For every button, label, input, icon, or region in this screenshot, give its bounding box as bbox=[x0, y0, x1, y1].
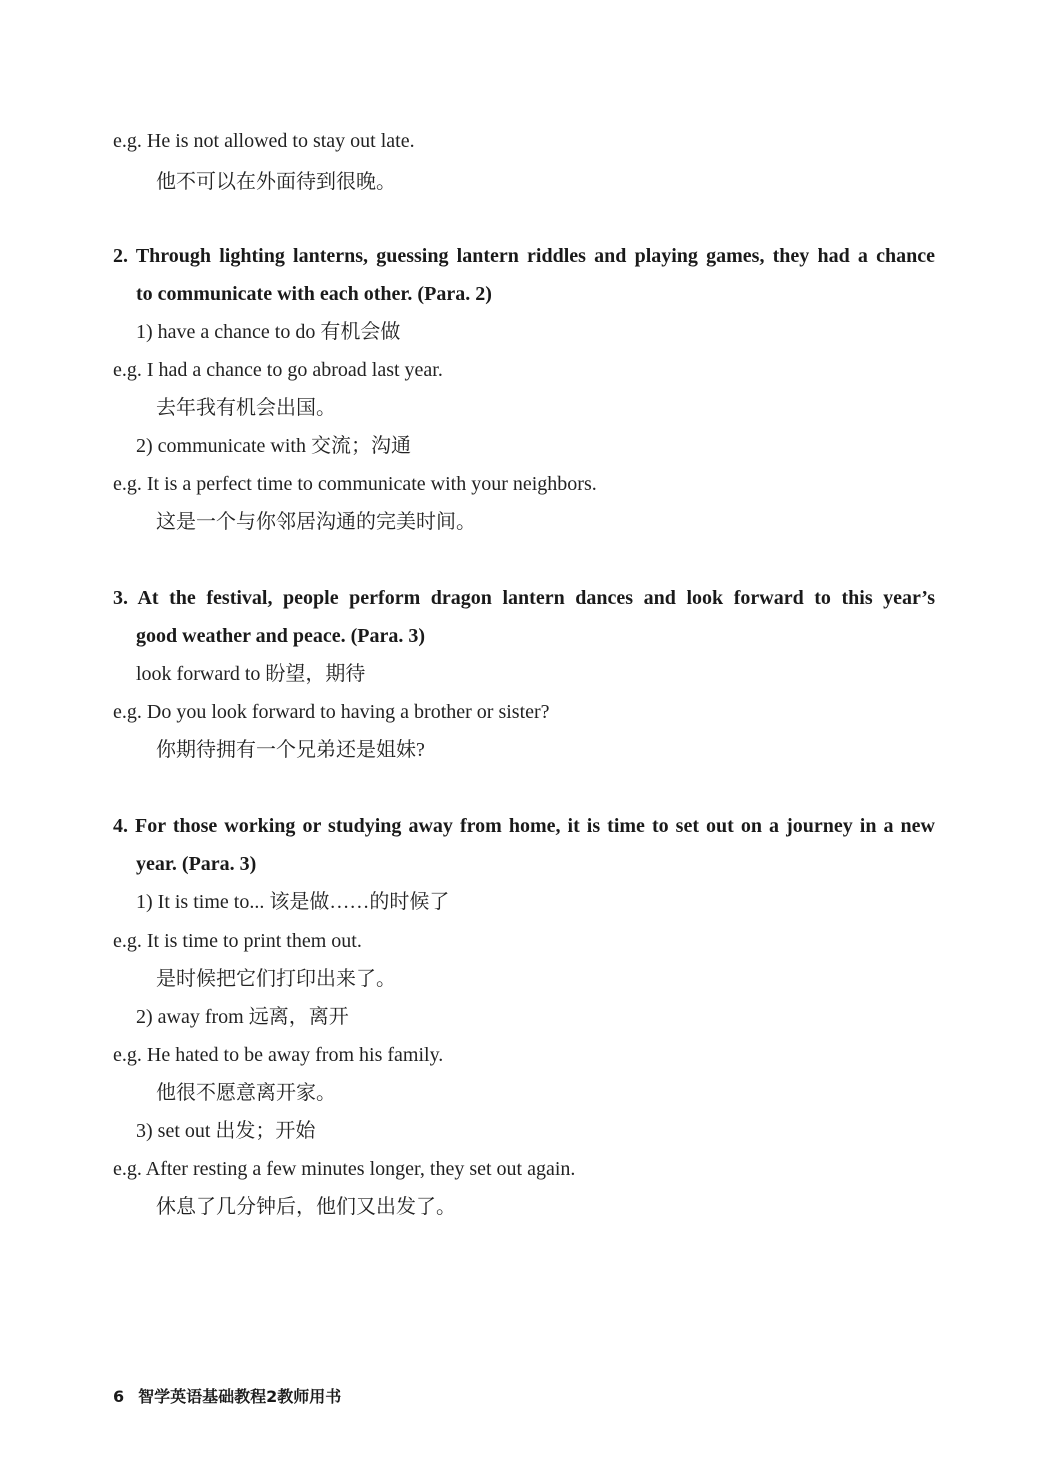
item-3-heading-line-2: good weather and peace. (Para. 3) bbox=[136, 625, 426, 647]
example-translation: 这是一个与你邻居沟通的完美时间。 bbox=[156, 511, 476, 533]
example-sentence: e.g. It is time to print them out. bbox=[113, 930, 362, 952]
example-translation: 他很不愿意离开家。 bbox=[156, 1082, 336, 1104]
phrase-look-forward-to: look forward to 盼望，期待 bbox=[136, 663, 366, 685]
example-translation: 他不可以在外面待到很晚。 bbox=[156, 171, 396, 193]
item-4-heading-line-1: 4. For those working or studying away from home, it is time to set out on a journey in a new bbox=[113, 815, 935, 837]
phrase-it-is-time-to: 1) It is time to... 该是做……的时候了 bbox=[136, 891, 450, 913]
item-3-heading-line-1: 3. At the festival, people perform dragon lantern dances and look forward to this year’s bbox=[113, 587, 935, 609]
book-title: 智学英语基础教程2教师用书 bbox=[138, 1387, 342, 1406]
phrase-set-out: 3) set out 出发；开始 bbox=[136, 1120, 316, 1142]
example-sentence: e.g. He hated to be away from his family. bbox=[113, 1044, 444, 1066]
phrase-communicate-with: 2) communicate with 交流；沟通 bbox=[136, 435, 411, 457]
item-2-heading-line-2: to communicate with each other. (Para. 2) bbox=[136, 283, 492, 305]
example-sentence: e.g. Do you look forward to having a brother or sister? bbox=[113, 701, 550, 723]
example-translation: 你期待拥有一个兄弟还是姐妹? bbox=[156, 739, 425, 761]
phrase-have-a-chance: 1) have a chance to do 有机会做 bbox=[136, 321, 401, 343]
phrase-away-from: 2) away from 远离，离开 bbox=[136, 1006, 349, 1028]
example-translation: 休息了几分钟后，他们又出发了。 bbox=[156, 1196, 456, 1218]
example-sentence: e.g. It is a perfect time to communicate with your neighbors. bbox=[113, 473, 597, 495]
item-2-heading-line-1: 2. Through lighting lanterns, guessing lantern riddles and playing games, they had a chance bbox=[113, 245, 935, 267]
example-translation: 是时候把它们打印出来了。 bbox=[156, 968, 396, 990]
example-sentence: e.g. He is not allowed to stay out late. bbox=[113, 130, 415, 152]
example-translation: 去年我有机会出国。 bbox=[156, 397, 336, 419]
example-sentence: e.g. I had a chance to go abroad last year. bbox=[113, 359, 443, 381]
page-footer bbox=[113, 1386, 341, 1408]
page-number: 6 bbox=[113, 1387, 125, 1406]
example-sentence: e.g. After resting a few minutes longer, they set out again. bbox=[113, 1158, 576, 1180]
item-4-heading-line-2: year. (Para. 3) bbox=[136, 853, 257, 875]
